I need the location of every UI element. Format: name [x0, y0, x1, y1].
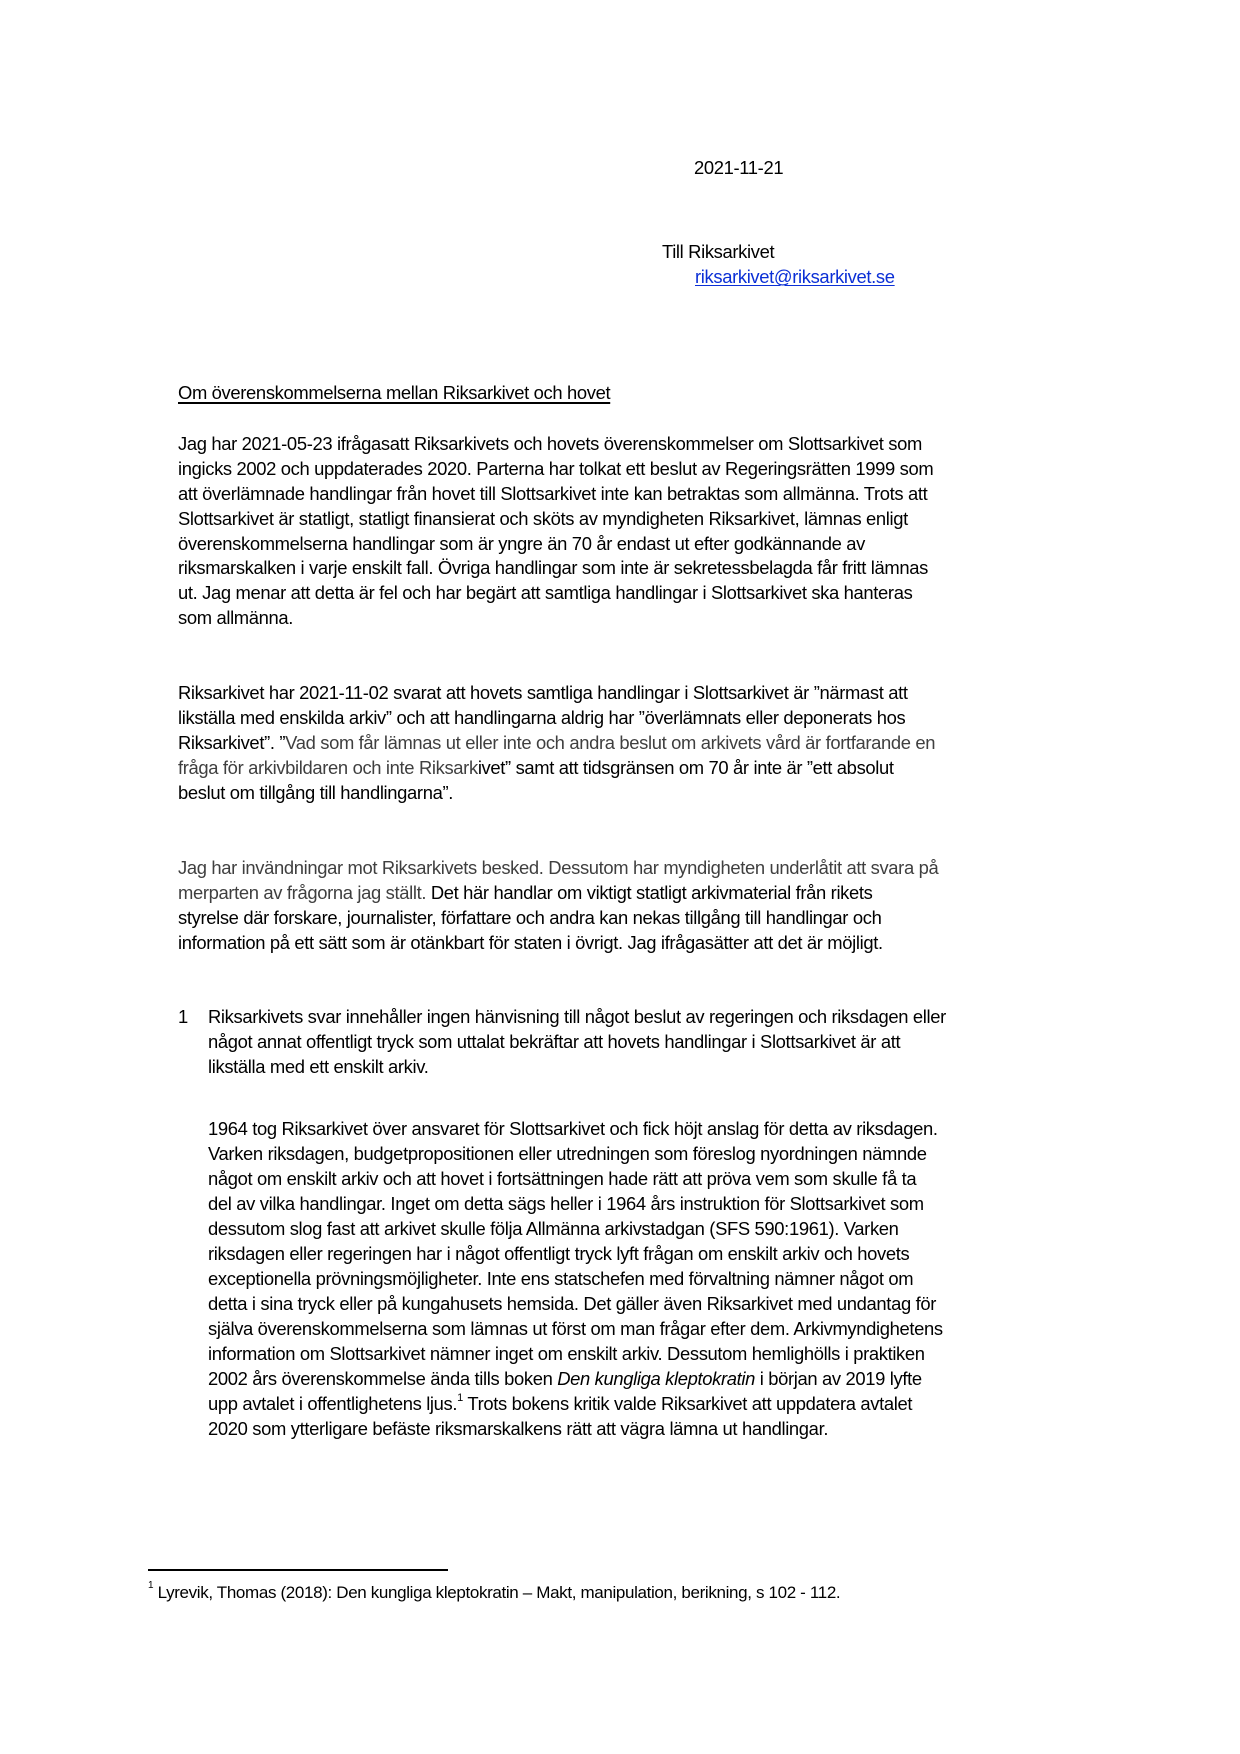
recipient-name: Till Riksarkivet	[662, 241, 775, 262]
point-body-line: själva överenskommelserna som lämnas ut först om man frågar efter dem. Arkivmyndighetens	[208, 1318, 943, 1339]
paragraph-line	[178, 731, 935, 755]
footnote-separator	[148, 1569, 448, 1571]
book-title: Den kungliga kleptokratin	[557, 1368, 755, 1389]
paragraph-line: Riksarkivet har 2021-11-02 svarat att hovets samtliga handlingar i Slottsarkivet är ”närmast att	[178, 682, 908, 703]
point-body-line: detta i sina tryck eller på kungahusets hemsida. Det gäller även Riksarkivet med undantag för	[208, 1293, 936, 1314]
paragraph-line: överenskommelserna handlingar som är yngre än 70 år endast ut efter godkännande av	[178, 533, 865, 554]
subject-heading: Om överenskommelserna mellan Riksarkivet och hovet	[178, 382, 611, 403]
point-body-line: Varken riksdagen, budgetpropositionen eller utredningen som föreslog nyordningen nämnde	[208, 1143, 927, 1164]
text-segment: upp avtalet i offentlighetens ljus.	[208, 1393, 458, 1414]
text-segment: 2002 års överenskommelse ända tills boken	[208, 1368, 558, 1389]
quoted-gray-segment: Vad som får lämnas ut eller inte och andra beslut om arkivets vård är fortfarande en	[285, 732, 936, 753]
point-body-line: riksdagen eller regeringen har i något offentligt tryck lyft frågan om enskilt arkiv och hovets	[208, 1243, 910, 1264]
point-line: något annat offentligt tryck som uttalat bekräftar att hovets handlingar i Slottsarkivet är att	[208, 1031, 901, 1052]
paragraph-line	[178, 756, 894, 780]
text-segment: Trots bokens kritik valde Riksarkivet att uppdatera avtalet	[462, 1393, 913, 1414]
paragraph-line: Jag har invändningar mot Riksarkivets besked. Dessutom har myndigheten underlåtit att svara på	[178, 857, 939, 878]
paragraph-line: Jag har 2021-05-23 ifrågasatt Riksarkivets och hovets överenskommelser om Slottsarkivet som	[178, 433, 922, 454]
paragraph-line: information på ett sätt som är otänkbart för staten i övrigt. Jag ifrågasätter att det är möjligt.	[178, 932, 883, 953]
point-body-line: 1964 tog Riksarkivet över ansvaret för Slottsarkivet och fick höjt anslag för detta av riksdagen.	[208, 1118, 938, 1139]
paragraph-line: ut. Jag menar att detta är fel och har begärt att samtliga handlingar i Slottsarkivet ska hanteras	[178, 582, 913, 603]
point-body-line: exceptionella prövningsmöjligheter. Inte ens statschefen med förvaltning nämner något om	[208, 1268, 914, 1289]
paragraph-line: styrelse där forskare, journalister, författare och andra kan nekas tillgång till handlingar och	[178, 907, 882, 928]
point-line: Riksarkivets svar innehåller ingen hänvisning till något beslut av regeringen och riksdagen eller	[208, 1006, 946, 1027]
gray-segment: merparten av frågorna jag ställt.	[178, 882, 427, 903]
list-number: 1	[178, 1006, 189, 1027]
point-body-line: del av vilka handlingar. Inget om detta sägs heller i 1964 års instruktion för Slottsarkivet som	[208, 1193, 924, 1214]
point-body-line: något om enskilt arkiv och att hovet i fortsättningen hade rätt att pröva vem som skulle få ta	[208, 1168, 917, 1189]
paragraph-line: beslut om tillgång till handlingarna”.	[178, 782, 453, 803]
point-body-line	[208, 1392, 912, 1416]
footnote-marker: 1	[148, 1580, 154, 1592]
point-body-line: dessutom slog fast att arkivet skulle följa Allmänna arkivstadgan (SFS 590:1961). Varken	[208, 1218, 899, 1239]
text-segment: Riksarkivet”. ”	[178, 732, 286, 753]
paragraph-line: att överlämnade handlingar från hovet till Slottsarkivet inte kan betraktas som allmänna. Trots att	[178, 483, 928, 504]
text-segment: ivet” samt att tidsgränsen om 70 år inte är ”ett absolut	[477, 757, 894, 778]
paragraph-line: Slottsarkivet är statligt, statligt finansierat och sköts av myndigheten Riksarkivet, lämnas enligt	[178, 508, 908, 529]
paragraph-line: som allmänna.	[178, 607, 294, 628]
point-body-line: information om Slottsarkivet nämner inget om enskilt arkiv. Dessutom hemlighölls i praktiken	[208, 1343, 925, 1364]
paragraph-line: likställa med enskilda arkiv” och att handlingarna aldrig har ”överlämnats eller deponerats hos	[178, 707, 906, 728]
quoted-gray-segment: fråga för arkivbildaren och inte Riksark	[178, 757, 478, 778]
paragraph-line	[178, 881, 873, 905]
point-body-line: 2020 som ytterligare befäste riksmarskalkens rätt att vägra lämna ut handlingar.	[208, 1418, 829, 1439]
recipient-email-link[interactable]: riksarkivet@riksarkivet.se	[695, 266, 895, 287]
point-body-line	[208, 1367, 922, 1391]
paragraph-line: riksmarskalken i varje enskilt fall. Övriga handlingar som inte är sekretessbelagda får fritt lämnas	[178, 557, 928, 578]
text-segment: Det här handlar om viktigt statligt arkivmaterial från rikets	[426, 882, 873, 903]
footnote	[148, 1582, 840, 1604]
text-segment: i början av 2019 lyfte	[755, 1368, 922, 1389]
paragraph-line: ingicks 2002 och uppdaterades 2020. Parterna har tolkat ett beslut av Regeringsrätten 1999 som	[178, 458, 934, 479]
footnote-reference[interactable]: 1	[457, 1391, 463, 1404]
footnote-text: Lyrevik, Thomas (2018): Den kungliga kleptokratin – Makt, manipulation, berikning, s 102 - 112.	[153, 1583, 841, 1602]
letter-date: 2021-11-21	[694, 157, 784, 178]
point-line: likställa med ett enskilt arkiv.	[208, 1056, 429, 1077]
